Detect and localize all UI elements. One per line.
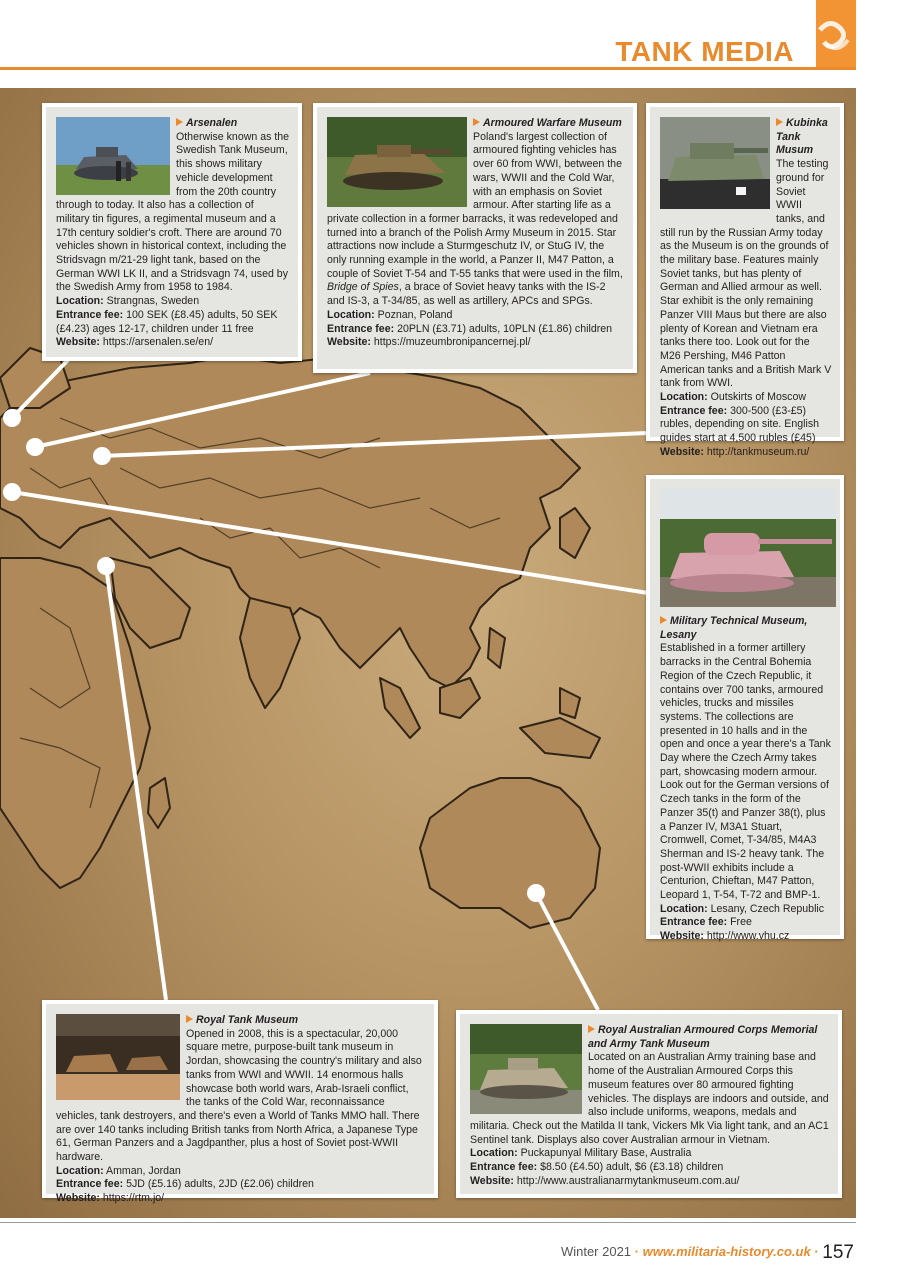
museum-card-raac: [456, 1010, 842, 1198]
fee-label: Entrance fee:: [327, 322, 395, 335]
museum-description: Poland's largest collection of armoured fighting vehicles has over 60 from WWI, between the wars, WWII and the Cold War, with an emphasis: [473, 130, 622, 198]
location-value: Poznan, Poland: [377, 308, 453, 321]
museum-description: Located on an Australian Army training base and home of the Australian Armoured Corps this museum features over 80 armoured fighting vehicles. The displays are indoors and outside, and also include uniforms, weapons, medals and: [588, 1051, 829, 1119]
museum-description-cont: on Soviet armour. After starting life as a private collection in a former barracks, it was redeveloped and turned into a branch of the Polish Army Museum in 2015. Star attractions now include a Sturmgeschutz IV, or StuG IV, the only running example in the world, a Panzer II, M47 Patton, a couple of Soviet T-54 and T-55 tanks that were used in the film,: [327, 185, 623, 280]
website-url[interactable]: www.militaria-history.co.uk: [642, 1244, 811, 1259]
page-number: 157: [822, 1242, 854, 1263]
location-label: Location:: [660, 902, 708, 915]
fee-label: Entrance fee:: [470, 1161, 538, 1174]
website-link[interactable]: http://www.australianarmytankmuseum.com.au/: [516, 1174, 740, 1187]
museum-description: Otherwise known as the Swedish Tank Museum, this shows military vehicle development from the 20th country: [176, 130, 290, 198]
page-footer: [561, 1242, 854, 1264]
location-label: Location:: [56, 1164, 104, 1177]
location-label: Location:: [660, 391, 708, 404]
museum-card-arsenalen: [42, 103, 302, 361]
museum-name: Royal Australian Armoured Corps Memorial and Army Tank Museum: [588, 1024, 818, 1050]
museum-description: The testing ground for Soviet WWII tanks, and: [776, 158, 829, 225]
bullet-triangle-icon: [176, 118, 183, 126]
fee-value: 300-500 (£3-£5) rubles, depending on site. English guides start at 4,500 rubles (£45): [660, 404, 820, 445]
website-link[interactable]: https://rtm.jo/: [102, 1192, 165, 1205]
museum-description-end: , a brace of Soviet heavy tanks with the IS-2 and IS-3, a T-34/85, as well as artillery, APCs and SPGs.: [327, 281, 606, 308]
website-label: Website:: [660, 445, 704, 458]
website-label: Website:: [327, 336, 371, 349]
bullet-triangle-icon: [186, 1015, 193, 1023]
museum-photo-arsenalen: [56, 117, 170, 195]
fee-value: 100 SEK (£8.45) adults, 50 SEK (£4.23) ages 12-17, children under 11 free: [56, 308, 278, 335]
location-value: Lesany, Czech Republic: [710, 902, 825, 915]
corner-logo-tab: [816, 0, 856, 68]
museum-description-cont: through to today. It also has a collection of military tin figures, a regimental museum and a 17th century soldier's croft. There are around 70 vehicles shown in historical context, including the Stridsvagn m/21-29 light tank, based on the German WWI LK II, and a Stridsvagn 74, used by the Swedish Army from 1958 to 1984.: [56, 199, 288, 294]
fee-value: Free: [730, 916, 752, 929]
website-link[interactable]: https://muzeumbronipancernej.pl/: [373, 336, 531, 349]
bottom-rule: [0, 1222, 856, 1223]
issue-label: Winter 2021: [560, 1244, 632, 1259]
website-label: Website:: [56, 336, 100, 349]
footer-separator: ·: [634, 1244, 639, 1259]
website-link[interactable]: https://arsenalen.se/en/: [102, 336, 214, 349]
museum-name: Arsenalen: [186, 117, 238, 129]
fee-value: 5JD (£5.16) adults, 2JD (£2.06) children: [126, 1178, 314, 1191]
location-value: Strangnas, Sweden: [106, 295, 200, 308]
location-label: Location:: [56, 295, 104, 308]
museum-description: Opened in 2008, this is a spectacular, 20,000 square metre, purpose-built tank museum in Jordan, showcasing the country's military and also tanks from WWI and WWII. 14 enormous halls showcase both world wars, Arab-Israeli conflict, the tanks of the Cold War, reconnaissance vehicles,: [56, 1027, 422, 1122]
museum-photo-hall: [56, 1014, 180, 1100]
location-value: Puckapunyal Military Base, Australia: [520, 1147, 692, 1160]
bullet-triangle-icon: [588, 1025, 595, 1033]
museum-card-kubinka: [646, 103, 844, 458]
website-label: Website:: [56, 1192, 100, 1205]
fee-value: $8.50 (£4.50) adult, $6 (£3.18) children: [540, 1161, 724, 1174]
location-value: Outskirts of Moscow: [710, 391, 806, 404]
location-label: Location:: [327, 308, 375, 321]
fee-value: 20PLN (£3.71) adults, 10PLN (£1.86) children: [397, 322, 613, 335]
section-title: TANK MEDIA: [615, 36, 794, 67]
location-label: Location:: [470, 1147, 518, 1160]
museum-name: Royal Tank Museum: [196, 1014, 299, 1026]
museum-name: Kubinka Tank Musum: [776, 117, 828, 157]
location-value: Amman, Jordan: [106, 1164, 181, 1177]
film-title: Bridge of Spies: [327, 281, 399, 294]
fee-label: Entrance fee:: [660, 404, 728, 417]
museum-photo-matilda: [470, 1024, 582, 1114]
museum-photo-stug: [327, 117, 467, 207]
museum-description: Established in a former artillery barracks in the Central Bohemia Region of the Czech Republic, it contains over 700 tanks, armoured vehicles, trucks and missiles systems. The collections are presented in 10 halls and in the open and once a year there's a Tank Day where the Czech Army takes part, showcasing modern armour. Look out for the German versions of Czech tanks in the form of the Panzer 35(t) and Panzer 38(t), plus a Panzer IV, M3A1 Stuart, Cromwell, Comet, T-34/85, M4A3 Sherman and IS-2 heavy tank. The post-WWII exhibits include a Centurion, Chieftan, M47 Patton, Leopard 1, T-54, T-72 and BMP-1.: [660, 642, 831, 902]
fee-label: Entrance fee:: [660, 916, 728, 929]
museum-description-cont: tank destroyers, and there's even a World of Tanks MMO hall. There are over 140 tanks including British tanks from North Africa, a Japanese Type 61, German Panzers and a Jagdpanther, plus a host of Soviet post-WWII hardware.: [56, 1109, 420, 1164]
bullet-triangle-icon: [660, 616, 667, 624]
website-label: Website:: [660, 930, 704, 943]
bullet-triangle-icon: [776, 118, 783, 126]
museum-description-cont: militaria. Check out the Matilda II tank, Vickers Mk Via light tank, and an AC1 Sentinel tank. Displays also cover Australian armour in Vietnam.: [470, 1119, 829, 1146]
tank-media-logo-icon: [816, 0, 856, 68]
website-label: Website:: [470, 1174, 514, 1187]
fee-label: Entrance fee:: [56, 308, 124, 321]
museum-card-lesany: [646, 475, 844, 943]
museum-photo-pink-tank: [660, 489, 836, 607]
museum-name: Military Technical Museum, Lesany: [660, 615, 808, 641]
website-link[interactable]: http://www.vhu.cz: [706, 930, 790, 943]
museum-description-cont: still run by the Russian Army today as the Museum is on the grounds of the military base. Features mainly Soviet tanks, but has plenty of German and Allied armour as well. Star exhibit is the only remaining Panzer VIII Maus but there are also plenty of Korean and Vietnam era tanks there too. Look out for the M26 Pershing, M46 Patton American tanks and a British Mark V tank from WWI.: [660, 226, 832, 390]
footer-separator: ·: [814, 1244, 819, 1259]
museum-card-armoured-warfare: [313, 103, 637, 373]
website-link[interactable]: http://tankmuseum.ru/: [706, 445, 810, 458]
museum-photo-maus: [660, 117, 770, 209]
header-rule: [0, 67, 856, 70]
museum-card-royal-tank: [42, 1000, 438, 1205]
museum-name: Armoured Warfare Museum: [483, 117, 622, 129]
fee-label: Entrance fee:: [56, 1178, 124, 1191]
bullet-triangle-icon: [473, 118, 480, 126]
